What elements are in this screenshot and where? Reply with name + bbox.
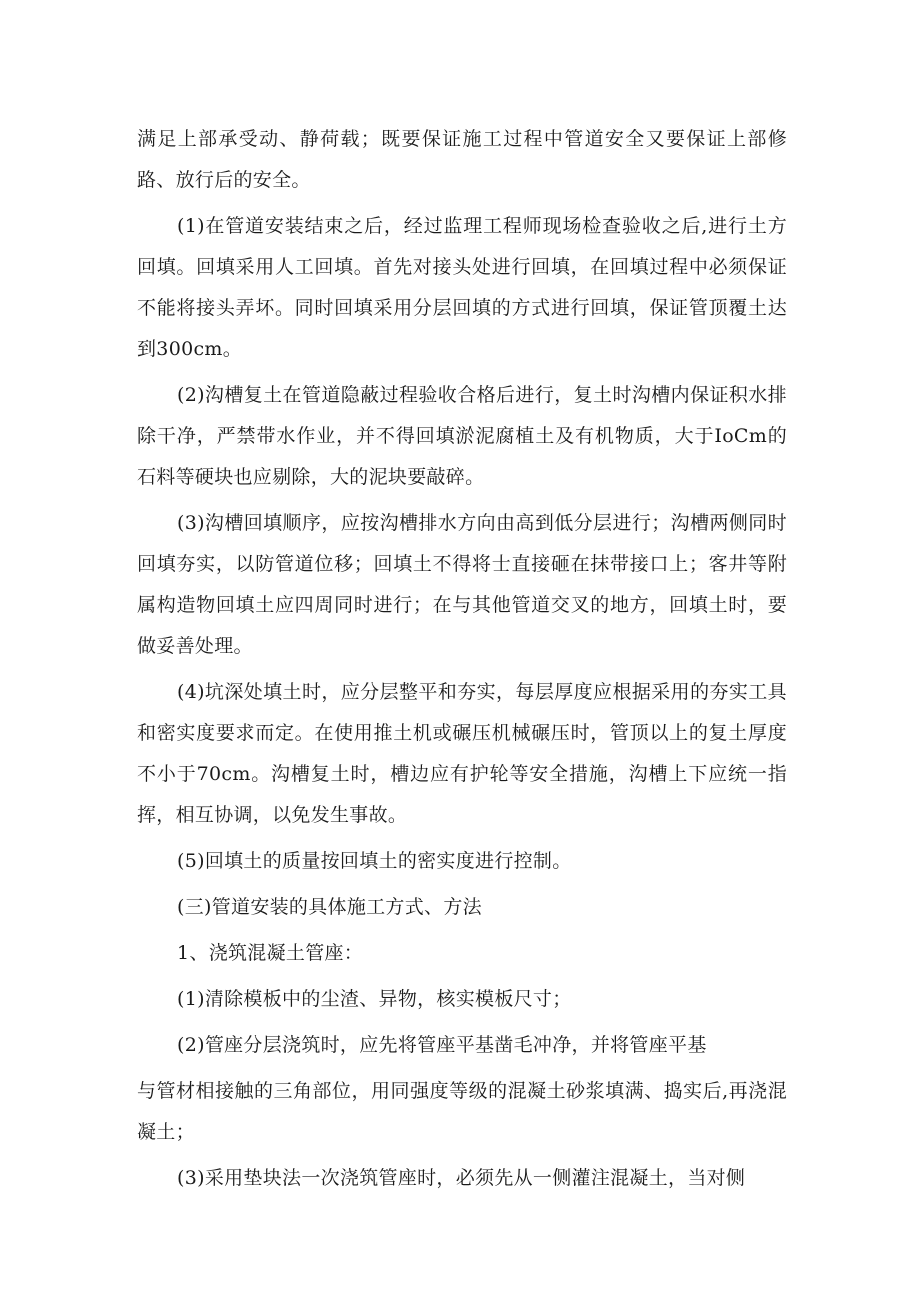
- paragraph-step-1: (1)清除模板中的尘渣、异物，核实模板尺寸；: [177, 988, 572, 1010]
- paragraph-step-2: (2)管座分层浇筑时，应先将管座平基凿毛冲净，并将管座平基: [177, 1034, 707, 1056]
- paragraph-item-2: (2)沟槽复土在管道隐蔽过程验收合格后进行，复土时沟槽内保证积水排除干净，严禁带水作业，并不得回填淤泥腐植土及有机物质，大于IoCm的石料等硬块也应剔除，大的泥块要敲碎。: [137, 384, 787, 488]
- paragraph-item-4: (4)坑深处填土时，应分层整平和夯实，每层厚度应根据采用的夯实工具和密实度要求而定。在使用推土机或碾压机械碾压时，管顶以上的复土厚度不小于70cm。沟槽复土时，槽边应有护轮等安全措施，沟槽上下应统一指挥，相互协调，以免发生事故。: [137, 681, 787, 826]
- paragraph-item-1: (1)在管道安装结束之后，经过监理工程师现场检查验收之后,进行土方回填。回填采用人工回填。首先对接头处进行回填，在回填过程中必须保证不能将接头弄坏。同时回填采用分层回填的方式进行回填，保证管顶覆土达到300cm。: [137, 215, 787, 360]
- paragraph-continuation: 满足上部承受动、静荷载；既要保证施工过程中管道安全又要保证上部修路、放行后的安全。: [137, 128, 787, 191]
- subsection-heading: 1、浇筑混凝土管座：: [177, 942, 364, 964]
- paragraph-item-5: (5)回填土的质量按回填土的密实度进行控制。: [177, 850, 572, 872]
- document-body: [137, 119, 787, 1199]
- paragraph-step-3: (3)采用垫块法一次浇筑管座时，必须先从一侧灌注混凝土，当对侧: [177, 1167, 746, 1189]
- paragraph-item-3: (3)沟槽回填顺序，应按沟槽排水方向由高到低分层进行；沟槽两侧同时回填夯实，以防管道位移；回填土不得将士直接砸在抹带接口上；客井等附属构造物回填土应四周同时进行；在与其他管道交叉的地方，回填土时，要做妥善处理。: [137, 512, 787, 657]
- section-heading: (三)管道安装的具体施工方式、方法: [177, 896, 482, 918]
- paragraph-step-2-continued: 与管材相接触的三角部位，用同强度等级的混凝土砂浆填满、捣实后,再浇混凝土；: [137, 1080, 787, 1143]
